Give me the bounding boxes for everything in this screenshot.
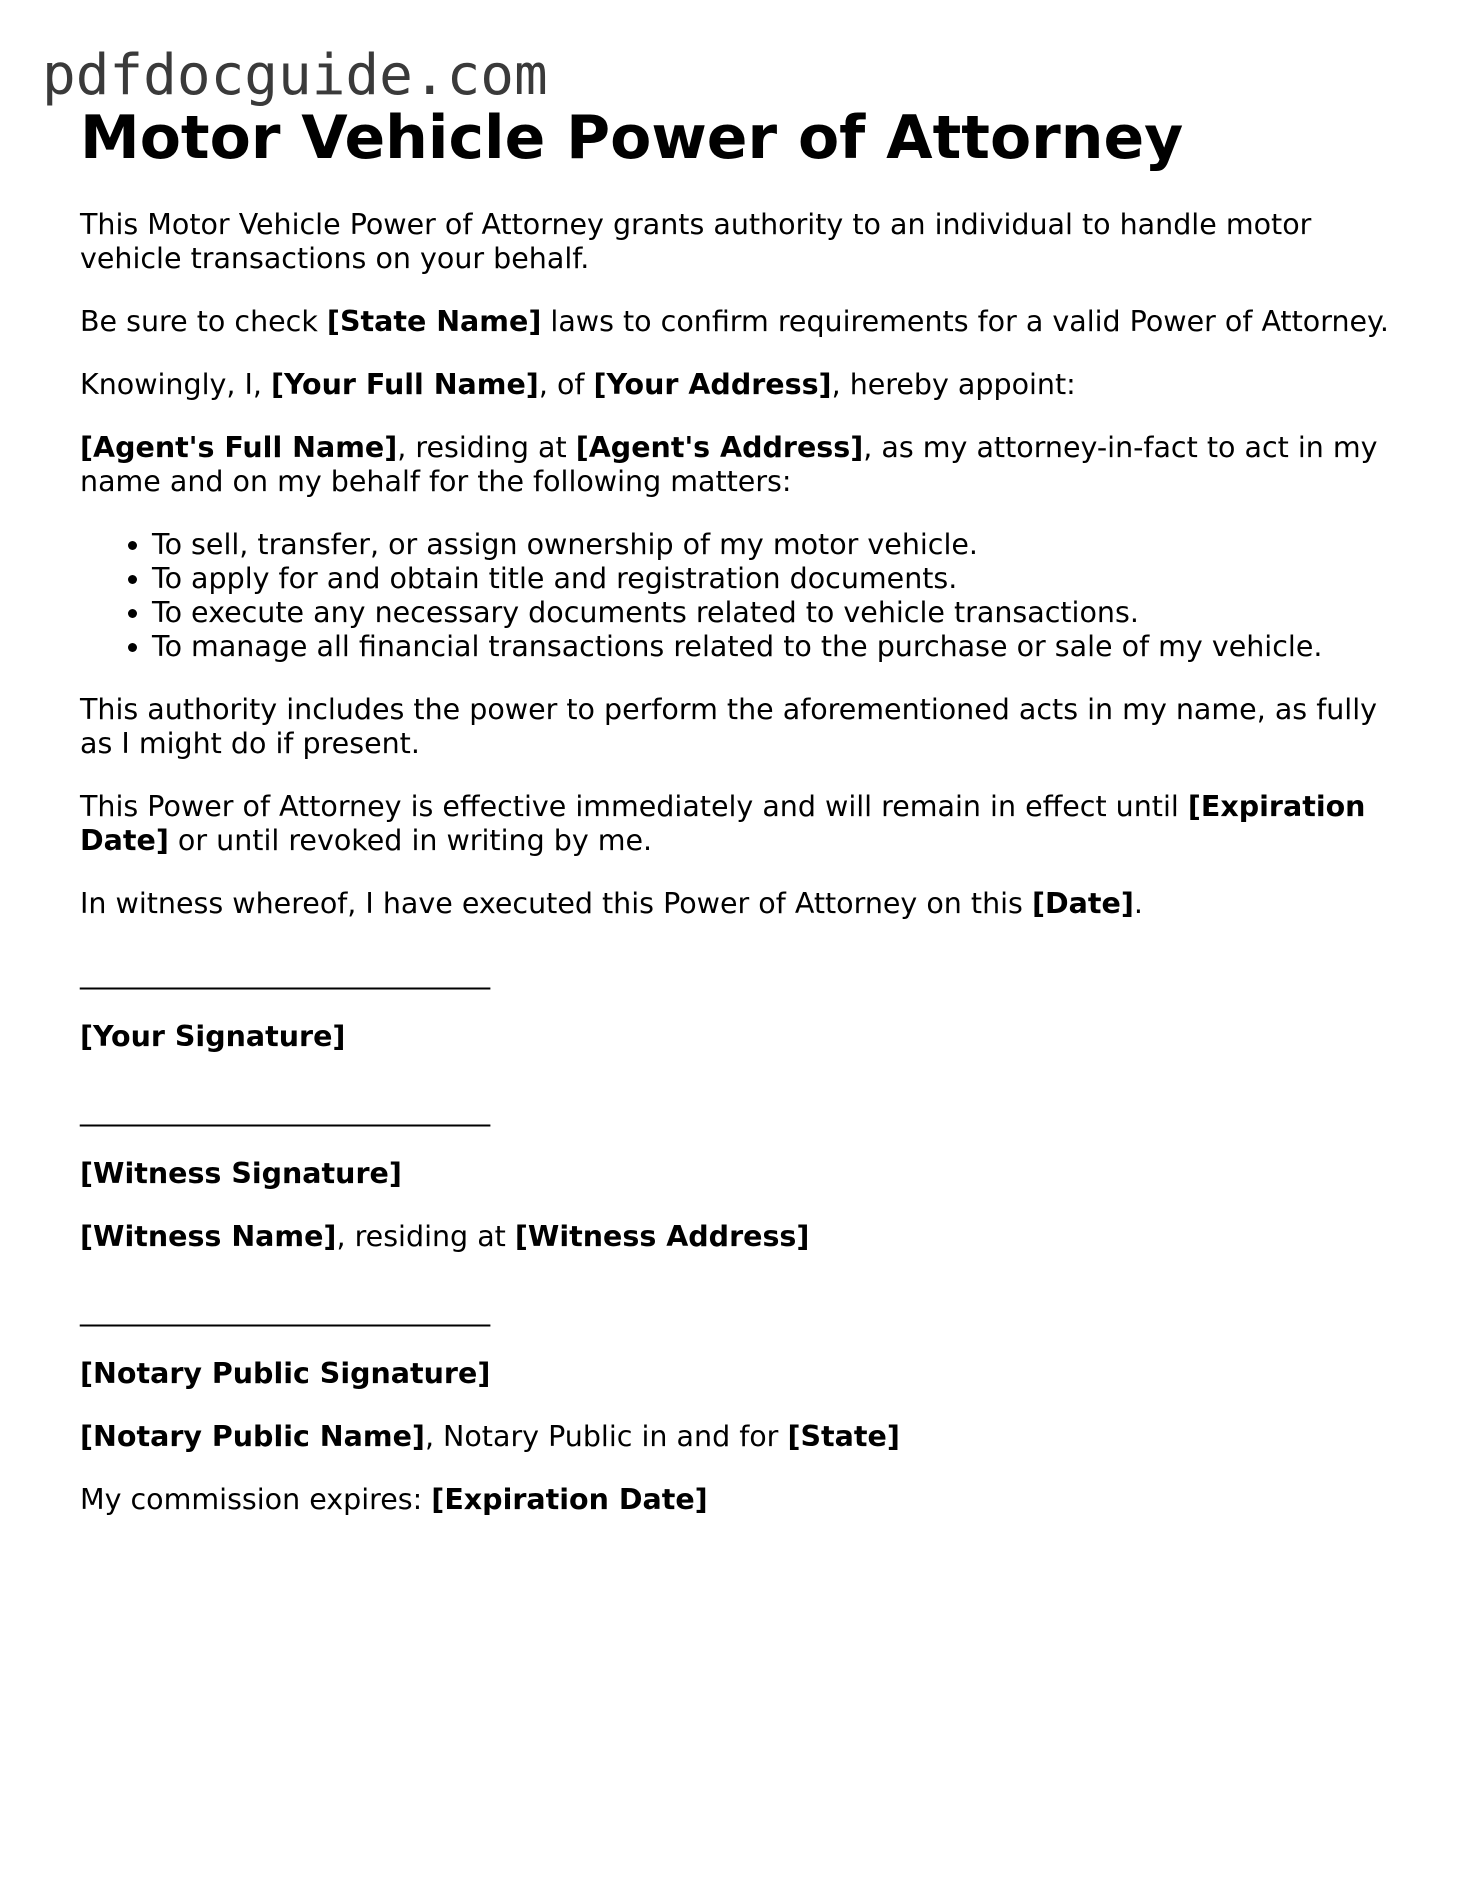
authority-paragraph: This authority includes the power to perform the aforementioned acts in my name, as fully as I might do if present. bbox=[80, 693, 1377, 760]
state-name-placeholder: [State Name] bbox=[326, 305, 542, 338]
witness-details-paragraph bbox=[80, 1220, 1400, 1254]
effective-prefix: This Power of Attorney is effective immediately and will remain in effect until bbox=[80, 790, 1188, 823]
agent-name-placeholder: [Agent's Full Name] bbox=[80, 431, 398, 464]
appointment-suffix: , hereby appoint: bbox=[831, 368, 1076, 401]
agent-suffix: , as my attorney-in-fact to act in my name and on my behalf for the following matters: bbox=[80, 431, 1378, 498]
expiration-date-placeholder: [Expiration Date] bbox=[80, 790, 1366, 857]
your-signature-label bbox=[80, 1020, 1400, 1054]
your-signature-placeholder: [Your Signature] bbox=[80, 1020, 346, 1053]
notary-signature-line: ______________________________ bbox=[80, 1294, 490, 1327]
appointment-mid: , of bbox=[538, 368, 594, 401]
appointment-paragraph bbox=[80, 368, 1400, 402]
witness-clause-prefix: In witness whereof, I have executed this Power of Attorney on this bbox=[80, 887, 1032, 920]
witness-address-placeholder: [Witness Address] bbox=[514, 1220, 810, 1253]
powers-list bbox=[80, 528, 1400, 664]
notary-signature-placeholder: [Notary Public Signature] bbox=[80, 1357, 491, 1390]
agent-mid: , residing at bbox=[397, 431, 576, 464]
effective-paragraph bbox=[80, 790, 1400, 858]
witness-clause-suffix: . bbox=[1133, 887, 1143, 920]
state-check-prefix: Be sure to check bbox=[80, 305, 327, 338]
document-title: Motor Vehicle Power of Attorney bbox=[80, 103, 1184, 173]
witness-signature-line: ______________________________ bbox=[80, 1094, 490, 1127]
agent-address-placeholder: [Agent's Address] bbox=[575, 431, 864, 464]
witness-name-placeholder: [Witness Name] bbox=[80, 1220, 337, 1253]
date-placeholder: [Date] bbox=[1031, 887, 1134, 920]
commission-date-placeholder: [Expiration Date] bbox=[431, 1483, 708, 1516]
list-item: • To sell, transfer, or assign ownership of my motor vehicle. bbox=[152, 528, 1400, 562]
notary-name-placeholder: [Notary Public Name] bbox=[80, 1420, 425, 1453]
witness-clause-paragraph bbox=[80, 887, 1400, 921]
notary-details-paragraph bbox=[80, 1420, 1400, 1454]
witness-signature-placeholder: [Witness Signature] bbox=[80, 1157, 402, 1190]
your-signature-line: ______________________________ bbox=[80, 957, 490, 990]
list-item: • To execute any necessary documents related to vehicle transactions. bbox=[152, 596, 1400, 630]
intro-paragraph: This Motor Vehicle Power of Attorney grants authority to an individual to handle motor vehicle transactions on your behalf. bbox=[80, 208, 1312, 275]
your-address-placeholder: [Your Address] bbox=[593, 368, 832, 401]
watermark-text: pdfdocguide.com bbox=[42, 43, 548, 108]
commission-paragraph bbox=[80, 1483, 1400, 1517]
effective-suffix: or until revoked in writing by me. bbox=[168, 824, 653, 857]
your-full-name-placeholder: [Your Full Name] bbox=[271, 368, 539, 401]
commission-prefix: My commission expires: bbox=[80, 1483, 432, 1516]
appointment-prefix: Knowingly, I, bbox=[80, 368, 271, 401]
state-check-suffix: laws to confirm requirements for a valid Power of Attorney. bbox=[541, 305, 1389, 338]
notary-state-placeholder: [State] bbox=[787, 1420, 900, 1453]
notary-signature-label bbox=[80, 1357, 1400, 1391]
witness-signature-label bbox=[80, 1157, 1400, 1191]
document-body bbox=[80, 100, 1400, 1517]
list-item: • To manage all financial transactions related to the purchase or sale of my vehicle. bbox=[152, 630, 1400, 664]
witness-mid: , residing at bbox=[336, 1220, 515, 1253]
list-item: • To apply for and obtain title and registration documents. bbox=[152, 562, 1400, 596]
state-check-paragraph bbox=[80, 305, 1400, 339]
agent-paragraph bbox=[80, 431, 1400, 499]
notary-mid: , Notary Public in and for bbox=[424, 1420, 788, 1453]
